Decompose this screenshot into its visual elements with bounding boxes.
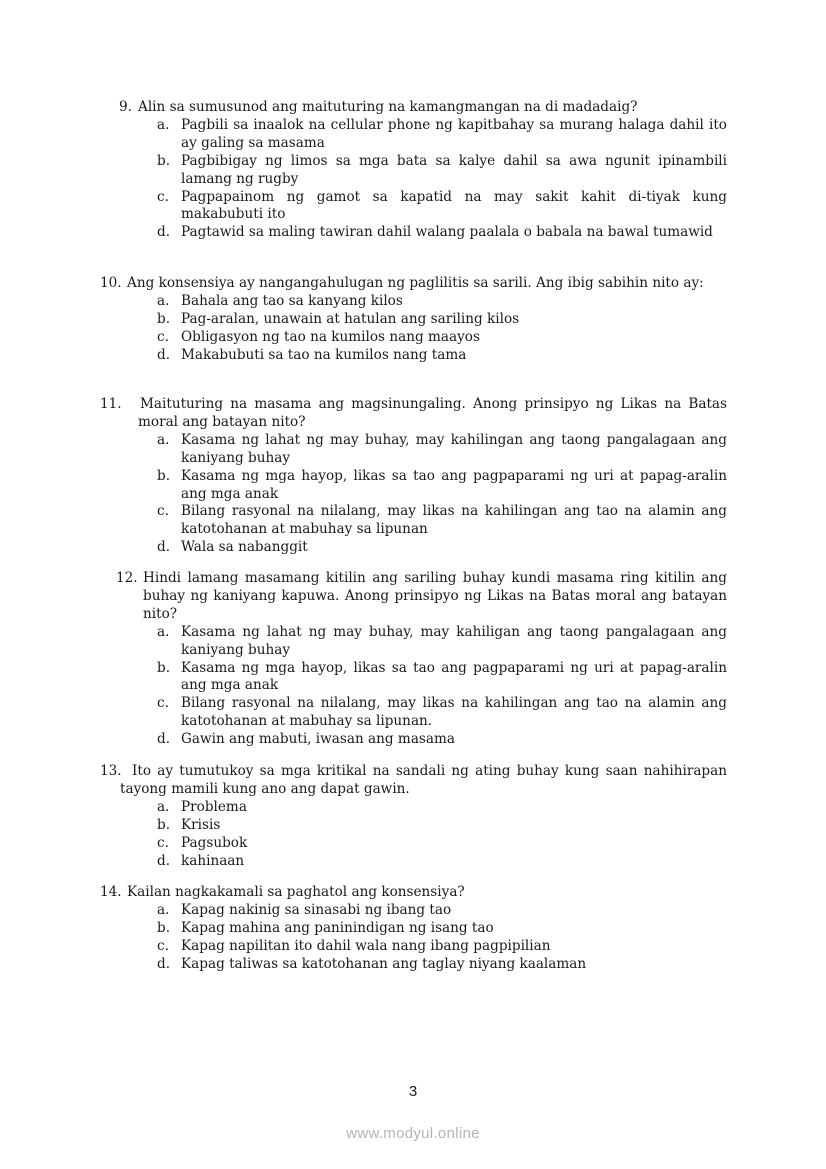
answer-option (100, 293, 727, 311)
question-number: 9. (119, 99, 132, 115)
answer-option (100, 853, 727, 871)
answer-option (100, 835, 727, 853)
question-13 (100, 763, 727, 870)
answer-option (100, 503, 727, 539)
option-letter: a. (157, 798, 170, 815)
option-text: Bilang rasyonal na nilalang, may likas na kahilingan ang tao na alamin ang katotohanan at mabuhay sa lipunan (181, 503, 727, 538)
answer-option (100, 660, 727, 696)
question-10 (100, 275, 727, 365)
option-text: Kasama ng lahat ng may buhay, may kahiligan ang taong pangalagaan ang kaniyang buhay (181, 623, 727, 658)
answer-option (100, 468, 727, 504)
option-text: Bahala ang tao sa kanyang kilos (181, 292, 403, 309)
option-text: Obligasyon ng tao na kumilos nang maayos (181, 328, 480, 345)
question-text: Kailan nagkakamali sa paghatol ang konsensiya? (127, 884, 465, 900)
question-stem (100, 396, 727, 432)
option-letter: d. (157, 852, 171, 869)
answer-option (100, 539, 727, 557)
option-letter: b. (157, 816, 171, 833)
question-number: 14. (100, 884, 122, 900)
option-letter: c. (157, 937, 169, 954)
option-letter: c. (157, 695, 169, 712)
question-9 (100, 99, 727, 242)
option-letter: a. (157, 116, 170, 133)
option-text: Gawin ang mabuti, iwasan ang masama (181, 731, 456, 748)
watermark: www.modyul.online (346, 1125, 480, 1142)
option-text: Makabubuti sa tao na kumilos nang tama (181, 346, 467, 363)
question-text: Ito ay tumutukoy sa mga kritikal na sandali ng ating buhay kung saan nahihirapan tayong mamili kung ano ang dapat gawin. (120, 763, 727, 797)
answer-option (100, 189, 727, 225)
option-letter: c. (157, 188, 169, 205)
option-letter: b. (157, 310, 171, 327)
question-11 (100, 396, 727, 557)
question-number: 10. (100, 275, 122, 291)
option-text: Pag-aralan, unawain at hatulan ang sariling kilos (181, 310, 520, 327)
option-text: Problema (181, 798, 247, 815)
question-text: Ang konsensiya ay nangangahulugan ng paglilitis sa sarili. Ang ibig sabihin nito ay: (127, 275, 704, 291)
answer-option (100, 224, 727, 242)
option-letter: c. (157, 834, 169, 851)
answer-option (100, 695, 727, 731)
option-letter: b. (157, 919, 171, 936)
answer-option (100, 902, 727, 920)
question-12 (100, 570, 727, 749)
option-text: Pagbili sa inaalok na cellular phone ng kapitbahay sa murang halaga dahil ito ay galing sa masama (181, 116, 727, 151)
answer-option (100, 117, 727, 153)
answer-option (100, 624, 727, 660)
answer-option (100, 153, 727, 189)
option-letter: b. (157, 467, 171, 484)
option-letter: a. (157, 292, 170, 309)
option-text: Kasama ng lahat ng may buhay, may kahilingan ang taong pangalagaan ang kaniyang buhay (181, 431, 727, 466)
question-stem (100, 763, 727, 799)
question-text: Maituturing na masama ang magsinungaling. Anong prinsipyo ng Likas na Batas moral ang batayan nito? (138, 396, 727, 430)
answer-option (100, 347, 727, 365)
option-letter: b. (157, 152, 171, 169)
option-letter: d. (157, 955, 171, 972)
answer-option (100, 956, 727, 974)
question-stem (100, 570, 727, 624)
question-number: 12. (116, 570, 138, 586)
option-text: Wala sa nabanggit (181, 539, 308, 556)
question-14 (100, 884, 727, 974)
answer-option (100, 329, 727, 347)
option-letter: b. (157, 659, 171, 676)
answer-option (100, 311, 727, 329)
option-text: Kasama ng mga hayop, likas sa tao ang pagpaparami ng uri at papag-aralin ang mga anak (181, 467, 727, 502)
option-letter: c. (157, 328, 169, 345)
answer-option (100, 817, 727, 835)
option-text: Kapag taliwas sa katotohanan ang taglay niyang kaalaman (181, 955, 587, 972)
option-text: Pagpapainom ng gamot sa kapatid na may sakit kahit di-tiyak kung makabubuti ito (181, 188, 727, 223)
option-text: Kasama ng mga hayop, likas sa tao ang pagpaparami ng uri at papag-aralin ang mga anak (181, 659, 727, 694)
option-letter: c. (157, 503, 169, 520)
option-text: Bilang rasyonal na nilalang, may likas na kahilingan ang tao na alamin ang katotohanan at mabuhay sa lipunan. (181, 695, 727, 730)
option-text: Kapag nakinig sa sinasabi ng ibang tao (181, 901, 452, 918)
answer-option (100, 432, 727, 468)
option-letter: d. (157, 224, 171, 241)
option-letter: a. (157, 901, 170, 918)
question-text: Hindi lamang masamang kitilin ang sariling buhay kundi masama ring kitilin ang buhay ng kaniyang kapuwa. Anong prinsipyo ng Likas na Batas moral ang batayan nito? (143, 570, 727, 622)
option-letter: a. (157, 623, 170, 640)
question-stem (100, 275, 727, 293)
option-letter: a. (157, 431, 170, 448)
option-text: Pagbibigay ng limos sa mga bata sa kalye dahil sa awa ngunit ipinambili lamang ng rugby (181, 152, 727, 187)
question-text: Alin sa sumusunod ang maituturing na kamangmangan na di madadaig? (138, 99, 638, 115)
option-text: Pagtawid sa maling tawiran dahil walang paalala o babala na bawal tumawid (181, 224, 713, 241)
answer-option (100, 938, 727, 956)
answer-option (100, 731, 727, 749)
question-stem (100, 884, 727, 902)
page-number: 3 (408, 1083, 418, 1100)
question-stem (100, 99, 727, 117)
option-text: Kapag mahina ang paninindigan ng isang tao (181, 919, 494, 936)
answer-option (100, 920, 727, 938)
option-letter: d. (157, 731, 171, 748)
option-text: Kapag napilitan ito dahil wala nang ibang pagpipilian (181, 937, 551, 954)
option-letter: d. (157, 346, 171, 363)
option-text: Pagsubok (181, 834, 248, 851)
answer-option (100, 799, 727, 817)
option-letter: d. (157, 539, 171, 556)
question-number: 11. (100, 396, 122, 412)
question-number: 13. (100, 763, 122, 779)
option-text: Krisis (181, 816, 221, 833)
option-text: kahinaan (181, 852, 245, 869)
